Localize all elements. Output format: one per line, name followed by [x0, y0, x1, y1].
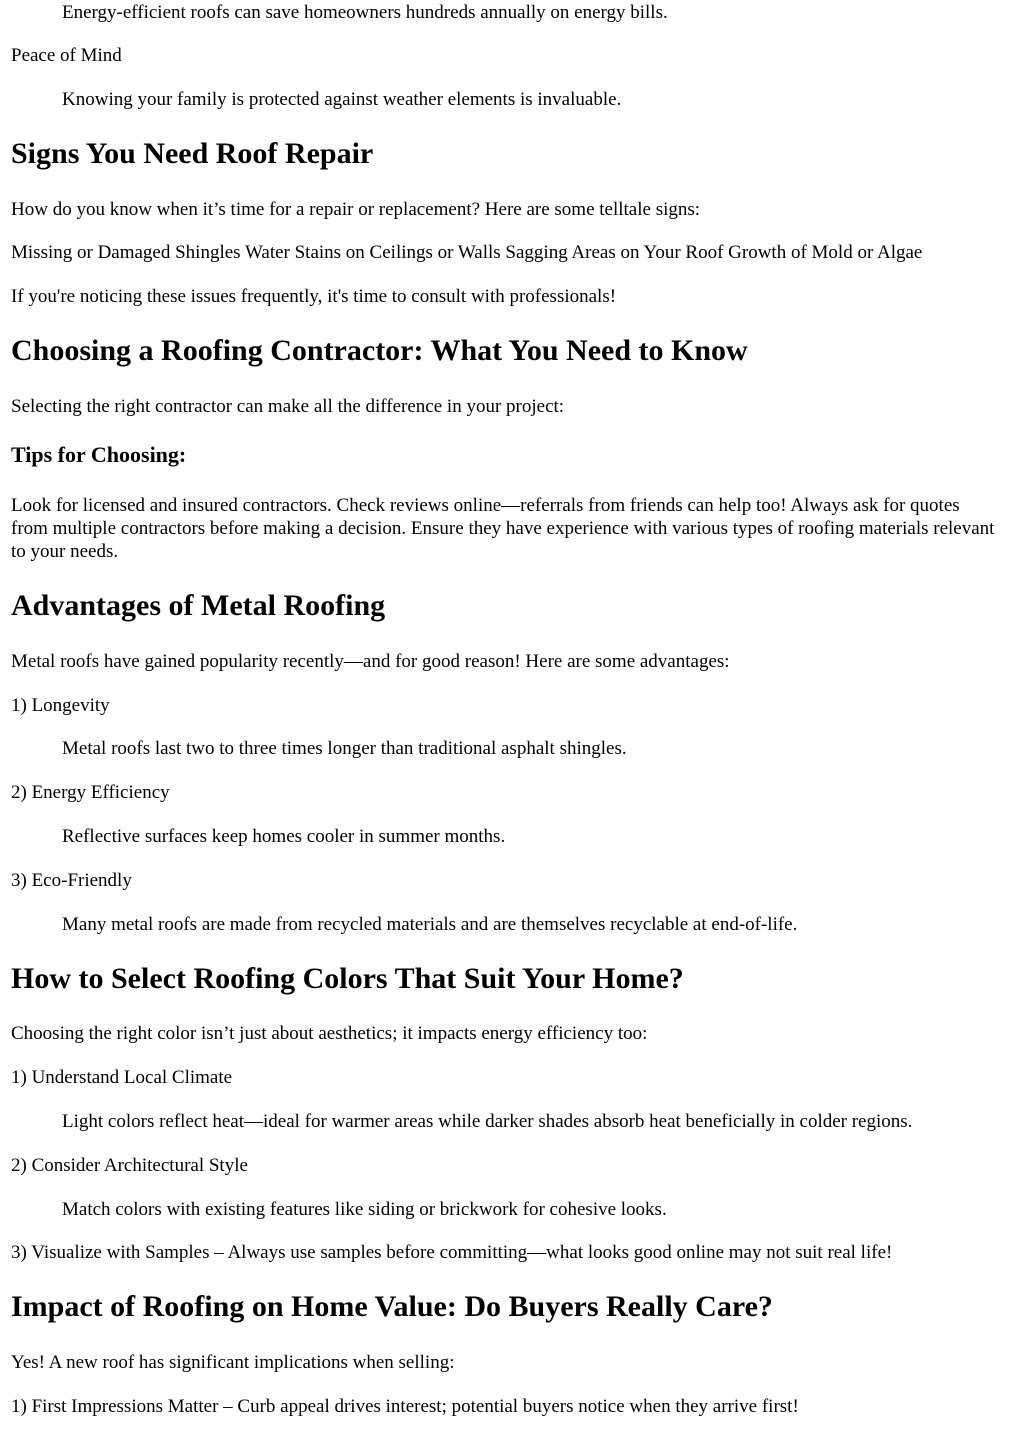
signs-heading: Signs You Need Roof Repair: [11, 137, 374, 170]
colors-item-text: Match colors with existing features like siding or brickwork for cohesive looks.: [62, 1199, 667, 1220]
tips-heading: Tips for Choosing:: [11, 442, 187, 467]
signs-closing: If you're noticing these issues frequently, it's time to consult with professionals!: [11, 286, 617, 307]
home-value-item-1: 1) First Impressions Matter – Curb appeal drives interest; potential buyers notice when they arrive first!: [11, 1396, 799, 1417]
metal-item-title: 2) Energy Efficiency: [11, 782, 170, 803]
metal-item-text: Many metal roofs are made from recycled materials and are themselves recyclable at end-of-life.: [62, 914, 798, 935]
metal-item-title: 3) Eco-Friendly: [11, 870, 132, 891]
colors-intro: Choosing the right color isn’t just about aesthetics; it impacts energy efficiency too:: [11, 1023, 648, 1044]
peace-of-mind-title: Peace of Mind: [11, 45, 122, 66]
peace-of-mind-text: Knowing your family is protected against weather elements is invaluable.: [62, 89, 622, 110]
colors-item-title: 1) Understand Local Climate: [11, 1067, 233, 1088]
colors-item-title: 2) Consider Architectural Style: [11, 1155, 248, 1176]
contractor-heading: Choosing a Roofing Contractor: What You Need to Know: [11, 334, 748, 367]
signs-list: Missing or Damaged Shingles Water Stains on Ceilings or Walls Sagging Areas on Your Roof Growth of Mold or Algae: [11, 242, 923, 263]
colors-item-text: Light colors reflect heat—ideal for warmer areas while darker shades absorb heat beneficially in colder regions.: [62, 1111, 913, 1132]
tips-text: Look for licensed and insured contractors. Check reviews online—referrals from friends can help too! Always ask for quotes from multiple contractors before making a decision. Ensure they have experience with various types of roofing materials relevant to your needs.: [11, 495, 995, 562]
metal-heading: Advantages of Metal Roofing: [11, 589, 386, 622]
metal-item-title: 1) Longevity: [11, 695, 110, 716]
metal-item-text: Metal roofs last two to three times longer than traditional asphalt shingles.: [62, 738, 627, 759]
home-value-heading: Impact of Roofing on Home Value: Do Buyers Really Care?: [11, 1290, 773, 1323]
energy-savings-text: Energy-efficient roofs can save homeowners hundreds annually on energy bills.: [62, 2, 668, 23]
home-value-intro: Yes! A new roof has significant implications when selling:: [11, 1352, 455, 1373]
colors-heading: How to Select Roofing Colors That Suit Your Home?: [11, 962, 684, 995]
metal-item-text: Reflective surfaces keep homes cooler in summer months.: [62, 826, 506, 847]
colors-item-3: 3) Visualize with Samples – Always use samples before committing—what looks good online may not suit real life!: [11, 1242, 893, 1263]
signs-intro: How do you know when it’s time for a repair or replacement? Here are some telltale signs:: [11, 199, 701, 220]
contractor-intro: Selecting the right contractor can make all the difference in your project:: [11, 396, 565, 417]
metal-intro: Metal roofs have gained popularity recently—and for good reason! Here are some advantages:: [11, 651, 730, 672]
